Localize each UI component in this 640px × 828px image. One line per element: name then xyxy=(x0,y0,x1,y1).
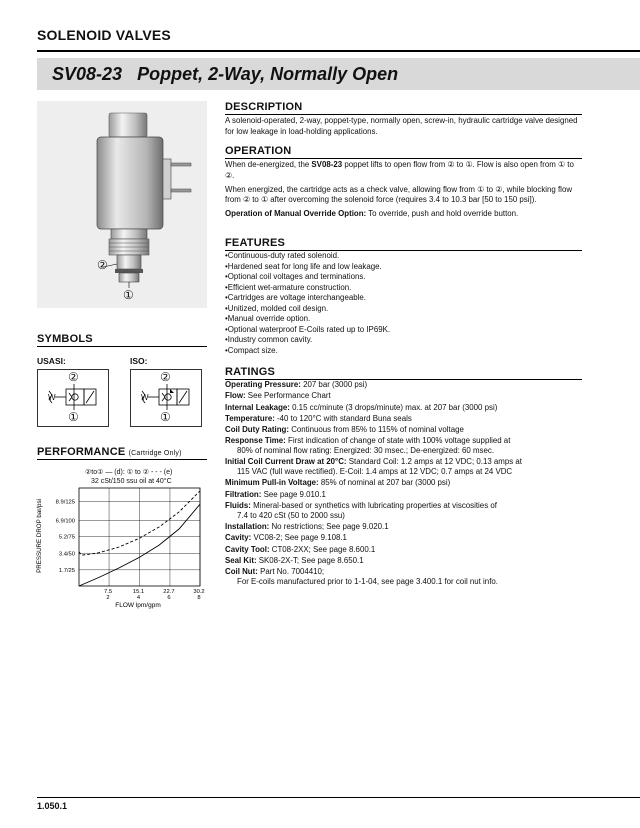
y-tick-label: 3.4/50 xyxy=(58,551,75,558)
rating-item xyxy=(225,522,587,532)
performance-chart xyxy=(37,486,213,611)
performance-rule xyxy=(37,459,207,460)
rating-value: Continuous from 85% to 115% of nominal voltage xyxy=(289,425,464,435)
rating-item xyxy=(225,436,587,455)
rating-value: First indication of change of state with 100% voltage supplied at xyxy=(285,436,511,446)
chart-xlabel: FLOW lpm/gpm xyxy=(115,602,161,609)
rating-value: See page 9.010.1 xyxy=(261,489,326,499)
rating-value-cont: 7.4 to 420 cSt (50 to 2000 ssu) xyxy=(237,510,345,520)
y-tick-label: 5.2/75 xyxy=(58,534,75,541)
rating-label: Seal Kit: xyxy=(225,555,257,565)
rating-item xyxy=(225,545,587,555)
rating-value: 85% of nominal at 207 bar (3000 psi) xyxy=(318,478,451,488)
rating-value: CT08-2XX; See page 8.600.1 xyxy=(269,544,376,554)
operation-text xyxy=(225,160,585,220)
iso-label: ISO: xyxy=(130,356,148,366)
category-header: SOLENOID VALVES xyxy=(37,27,171,43)
iso-port-2: ② xyxy=(160,370,171,384)
rating-label: Internal Leakage: xyxy=(225,402,290,412)
rating-label: Initial Coil Current Draw at 20°C: xyxy=(225,457,347,467)
rating-label: Temperature: xyxy=(225,413,275,423)
features-list xyxy=(225,251,585,356)
rating-item xyxy=(225,391,587,401)
usasi-w-label: W xyxy=(48,393,56,402)
operation-p1: When de-energized, the SV08-23 poppet lifts to open flow from ② to ①. Flow is also open from ① to ②. xyxy=(225,160,574,180)
rating-value: VC08-2; See page 9.108.1 xyxy=(251,533,347,543)
image-port-1-label: ① xyxy=(123,288,134,302)
performance-subheading: (Cartridge Only) xyxy=(128,450,182,457)
rating-item xyxy=(225,425,587,435)
rating-label: Coil Nut: xyxy=(225,567,258,577)
rating-value: Standard Coil: 1.2 amps at 12 VDC; 0.13 amps at xyxy=(346,457,522,467)
rating-label: Coil Duty Rating: xyxy=(225,425,289,435)
rating-value: 207 bar (3000 psi) xyxy=(300,380,368,389)
feature-item: • Efficient wet-armature construction. xyxy=(225,283,585,294)
description-rule xyxy=(225,114,582,115)
usasi-port-1: ① xyxy=(68,410,79,424)
rating-item xyxy=(225,380,587,390)
title-model: SV08-23 xyxy=(52,64,123,84)
iso-port-1: ① xyxy=(160,410,171,424)
feature-item: • Continuous-duty rated solenoid. xyxy=(225,251,585,262)
x-tick-label-gpm: 6 xyxy=(167,595,171,601)
rating-value: Part No. 7004410; xyxy=(257,567,325,577)
rating-item xyxy=(225,490,587,500)
rating-label: Cavity Tool: xyxy=(225,544,270,554)
x-tick-label-lpm: 15.1 xyxy=(132,589,145,595)
rating-item xyxy=(225,556,587,566)
rating-item xyxy=(225,414,587,424)
operation-heading: OPERATION xyxy=(225,145,292,157)
rating-label: Response Time: xyxy=(225,436,286,446)
rating-label: Installation: xyxy=(225,522,270,532)
chart-ylabel: PRESSURE DROP bar/psi xyxy=(36,499,43,573)
feature-item: • Hardened seat for long life and low leakage. xyxy=(225,262,585,273)
symbols-rule xyxy=(37,346,207,347)
image-port-2-label: ② xyxy=(97,258,108,272)
title-name: Poppet, 2-Way, Normally Open xyxy=(137,64,399,84)
rating-item xyxy=(225,567,587,586)
iso-w-label: W xyxy=(141,393,149,402)
rating-value-cont: 80% of nominal flow rating: Energized: 30 msec.; De-energized: 60 msec. xyxy=(237,446,495,456)
rating-label: Operating Pressure: xyxy=(225,380,301,389)
feature-item: • Compact size. xyxy=(225,346,585,357)
page-number: 1.050.1 xyxy=(37,801,68,811)
solenoid-valve-illustration xyxy=(37,101,207,308)
y-tick-label: 1.7/25 xyxy=(58,567,75,574)
ratings-list xyxy=(225,380,587,588)
chart-subtitle: 32 cSt/150 ssu oil at 40°C xyxy=(91,478,172,485)
x-tick-label-gpm: 4 xyxy=(136,595,141,601)
x-tick-label-gpm: 8 xyxy=(197,595,201,601)
rating-item xyxy=(225,403,587,413)
features-heading: FEATURES xyxy=(225,237,286,249)
x-tick-label-lpm: 7.5 xyxy=(104,589,113,595)
rating-item xyxy=(225,457,587,476)
rating-value: See Performance Chart xyxy=(245,391,331,401)
usasi-port-2: ② xyxy=(68,370,79,384)
rating-item xyxy=(225,478,587,488)
y-tick-label: 6.9/100 xyxy=(55,518,75,525)
rating-label: Flow: xyxy=(225,391,246,401)
rating-value-cont: 115 VAC (full wave rectified). E-Coil: 1.4 amps at 12 VDC; 0.7 amps at 24 VDC xyxy=(237,467,513,477)
operation-rule xyxy=(225,158,582,159)
operation-p3: Operation of Manual Override Option: To override, push and hold override button. xyxy=(225,209,519,218)
usasi-label: USASI: xyxy=(37,356,66,366)
rating-label: Minimum Pull-in Voltage: xyxy=(225,478,319,488)
rating-label: Filtration: xyxy=(225,489,262,499)
rating-value: 0.15 cc/minute (3 drops/minute) max. at 207 bar (3000 psi) xyxy=(289,402,498,412)
rating-value: -40 to 120°C with standard Buna seals xyxy=(274,413,412,423)
operation-p2: When energized, the cartridge acts as a check valve, allowing flow from ① to ②, while blocking flow from ② to ① after overcoming the solenoid force (requires 3.4 to 10.3 bar [50 to 150 psi]). xyxy=(225,184,573,204)
rating-label: Fluids: xyxy=(225,501,251,511)
feature-item: • Cartridges are voltage interchangeable. xyxy=(225,293,585,304)
chart-title: ②to① — (d): ① to ② - - - (e) xyxy=(85,469,173,476)
symbols-heading: SYMBOLS xyxy=(37,333,93,345)
rating-value: Mineral-based or synthetics with lubricating properties at viscosities of xyxy=(250,501,497,511)
performance-heading: PERFORMANCE (Cartridge Only) xyxy=(37,446,182,458)
description-heading: DESCRIPTION xyxy=(225,101,303,113)
rating-value: No restrictions; See page 9.020.1 xyxy=(269,522,389,532)
feature-item: • Manual override option. xyxy=(225,314,585,325)
feature-item: • Optional coil voltages and terminations. xyxy=(225,272,585,283)
rating-value-cont: For E-coils manufactured prior to 1-1-04, see page 3.400.1 for coil nut info. xyxy=(237,576,498,586)
product-image-panel xyxy=(37,101,207,308)
header-rule xyxy=(37,50,640,52)
y-tick-label: 8.9/125 xyxy=(55,499,75,506)
x-tick-label-lpm: 30.2 xyxy=(193,589,205,595)
ratings-heading: RATINGS xyxy=(225,366,276,378)
feature-item: • Optional waterproof E-Coils rated up to IP69K. xyxy=(225,325,585,336)
rating-item xyxy=(225,533,587,543)
x-tick-label-gpm: 2 xyxy=(106,595,110,601)
rating-item xyxy=(225,501,587,520)
rating-label: Cavity: xyxy=(225,533,252,543)
description-text: A solenoid-operated, 2-way, poppet-type, normally open, screw-in, hydraulic cartridge valve designed for low leakage in load-holding applications. xyxy=(225,116,578,136)
feature-item: • Industry common cavity. xyxy=(225,335,585,346)
feature-item: • Unitized, molded coil design. xyxy=(225,304,585,315)
rating-value: SK08-2X-T; See page 8.650.1 xyxy=(256,555,364,565)
x-tick-label-lpm: 22.7 xyxy=(163,589,175,595)
footer-rule xyxy=(37,797,640,798)
page-title xyxy=(52,64,398,85)
